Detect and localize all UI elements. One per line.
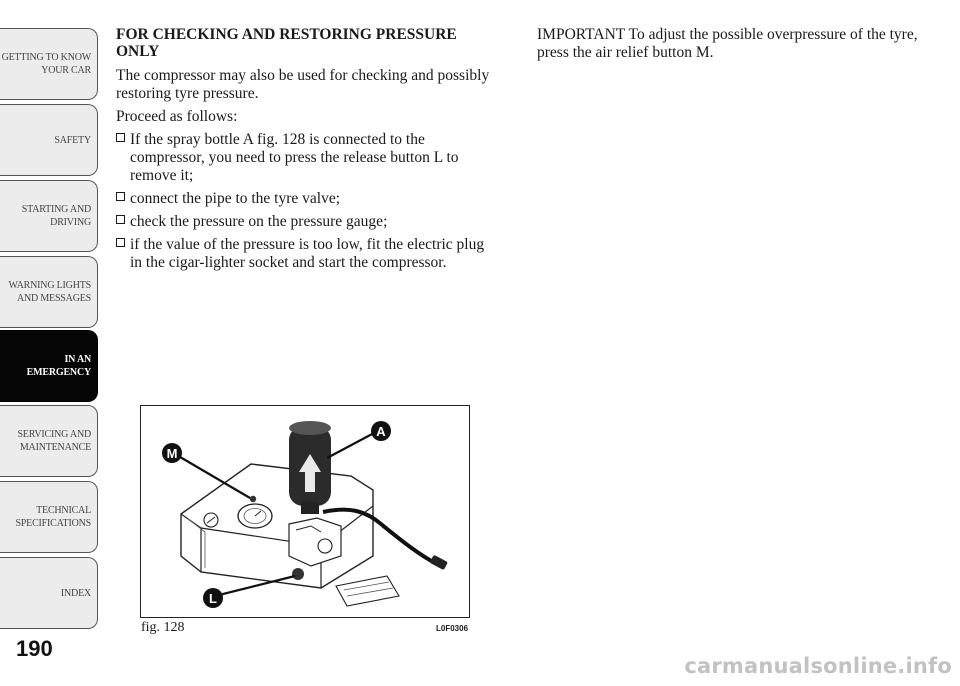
- tab-servicing-and-maintenance[interactable]: SERVICING AND MAINTENANCE: [0, 405, 98, 477]
- step-text: connect the pipe to the tyre valve;: [130, 190, 341, 207]
- compressor-illustration: [141, 406, 471, 619]
- tab-getting-to-know-your-car[interactable]: GETTING TO KNOW YOUR CAR: [0, 28, 98, 100]
- tab-starting-and-driving[interactable]: STARTING AND DRIVING: [0, 180, 98, 252]
- tab-index[interactable]: INDEX: [0, 557, 98, 629]
- tab-technical-specifications[interactable]: TECHNICAL SPECIFICATIONS: [0, 481, 98, 553]
- proceed-paragraph: Proceed as follows:: [116, 108, 238, 125]
- left-column: [116, 26, 496, 277]
- list-item: [116, 213, 496, 231]
- right-column: [537, 26, 927, 67]
- figure-code: L0F0306: [436, 624, 469, 633]
- checkbox-bullet-icon: [116, 215, 125, 224]
- checkbox-bullet-icon: [116, 238, 125, 247]
- step-text: if the value of the pressure is too low, fit the electric plug in the cigar-lighter socket and start the compressor.: [130, 236, 485, 271]
- list-item: [116, 236, 496, 272]
- callout-m-label: M: [166, 446, 178, 461]
- important-note: IMPORTANT To adjust the possible overpressure of the tyre, press the air relief button M.: [537, 26, 918, 61]
- section-heading: FOR CHECKING AND RESTORING PRESSURE ONLY: [116, 26, 457, 60]
- intro-paragraph: The compressor may also be used for checking and possibly restoring tyre pressure.: [116, 67, 490, 102]
- tab-safety[interactable]: SAFETY: [0, 104, 98, 176]
- tab-warning-lights[interactable]: WARNING LIGHTS AND MESSAGES: [0, 256, 98, 328]
- chapter-sidebar: [0, 0, 100, 640]
- callout-a-label: A: [376, 424, 386, 439]
- list-item: [116, 131, 496, 185]
- page-number: 190: [16, 636, 53, 661]
- checkbox-bullet-icon: [116, 192, 125, 201]
- callout-l-label: L: [209, 591, 217, 606]
- steps-list: [116, 131, 496, 272]
- compressor-figure: [140, 405, 470, 618]
- watermark: carmanualsonline.info: [684, 654, 952, 678]
- list-item: [116, 190, 496, 208]
- tab-in-an-emergency[interactable]: IN AN EMERGENCY: [0, 330, 98, 402]
- figure-caption: fig. 128: [141, 620, 185, 635]
- checkbox-bullet-icon: [116, 133, 125, 142]
- step-text: check the pressure on the pressure gauge;: [130, 213, 388, 230]
- step-text: If the spray bottle A fig. 128 is connected to the compressor, you need to press the release button L to remove it;: [130, 131, 459, 184]
